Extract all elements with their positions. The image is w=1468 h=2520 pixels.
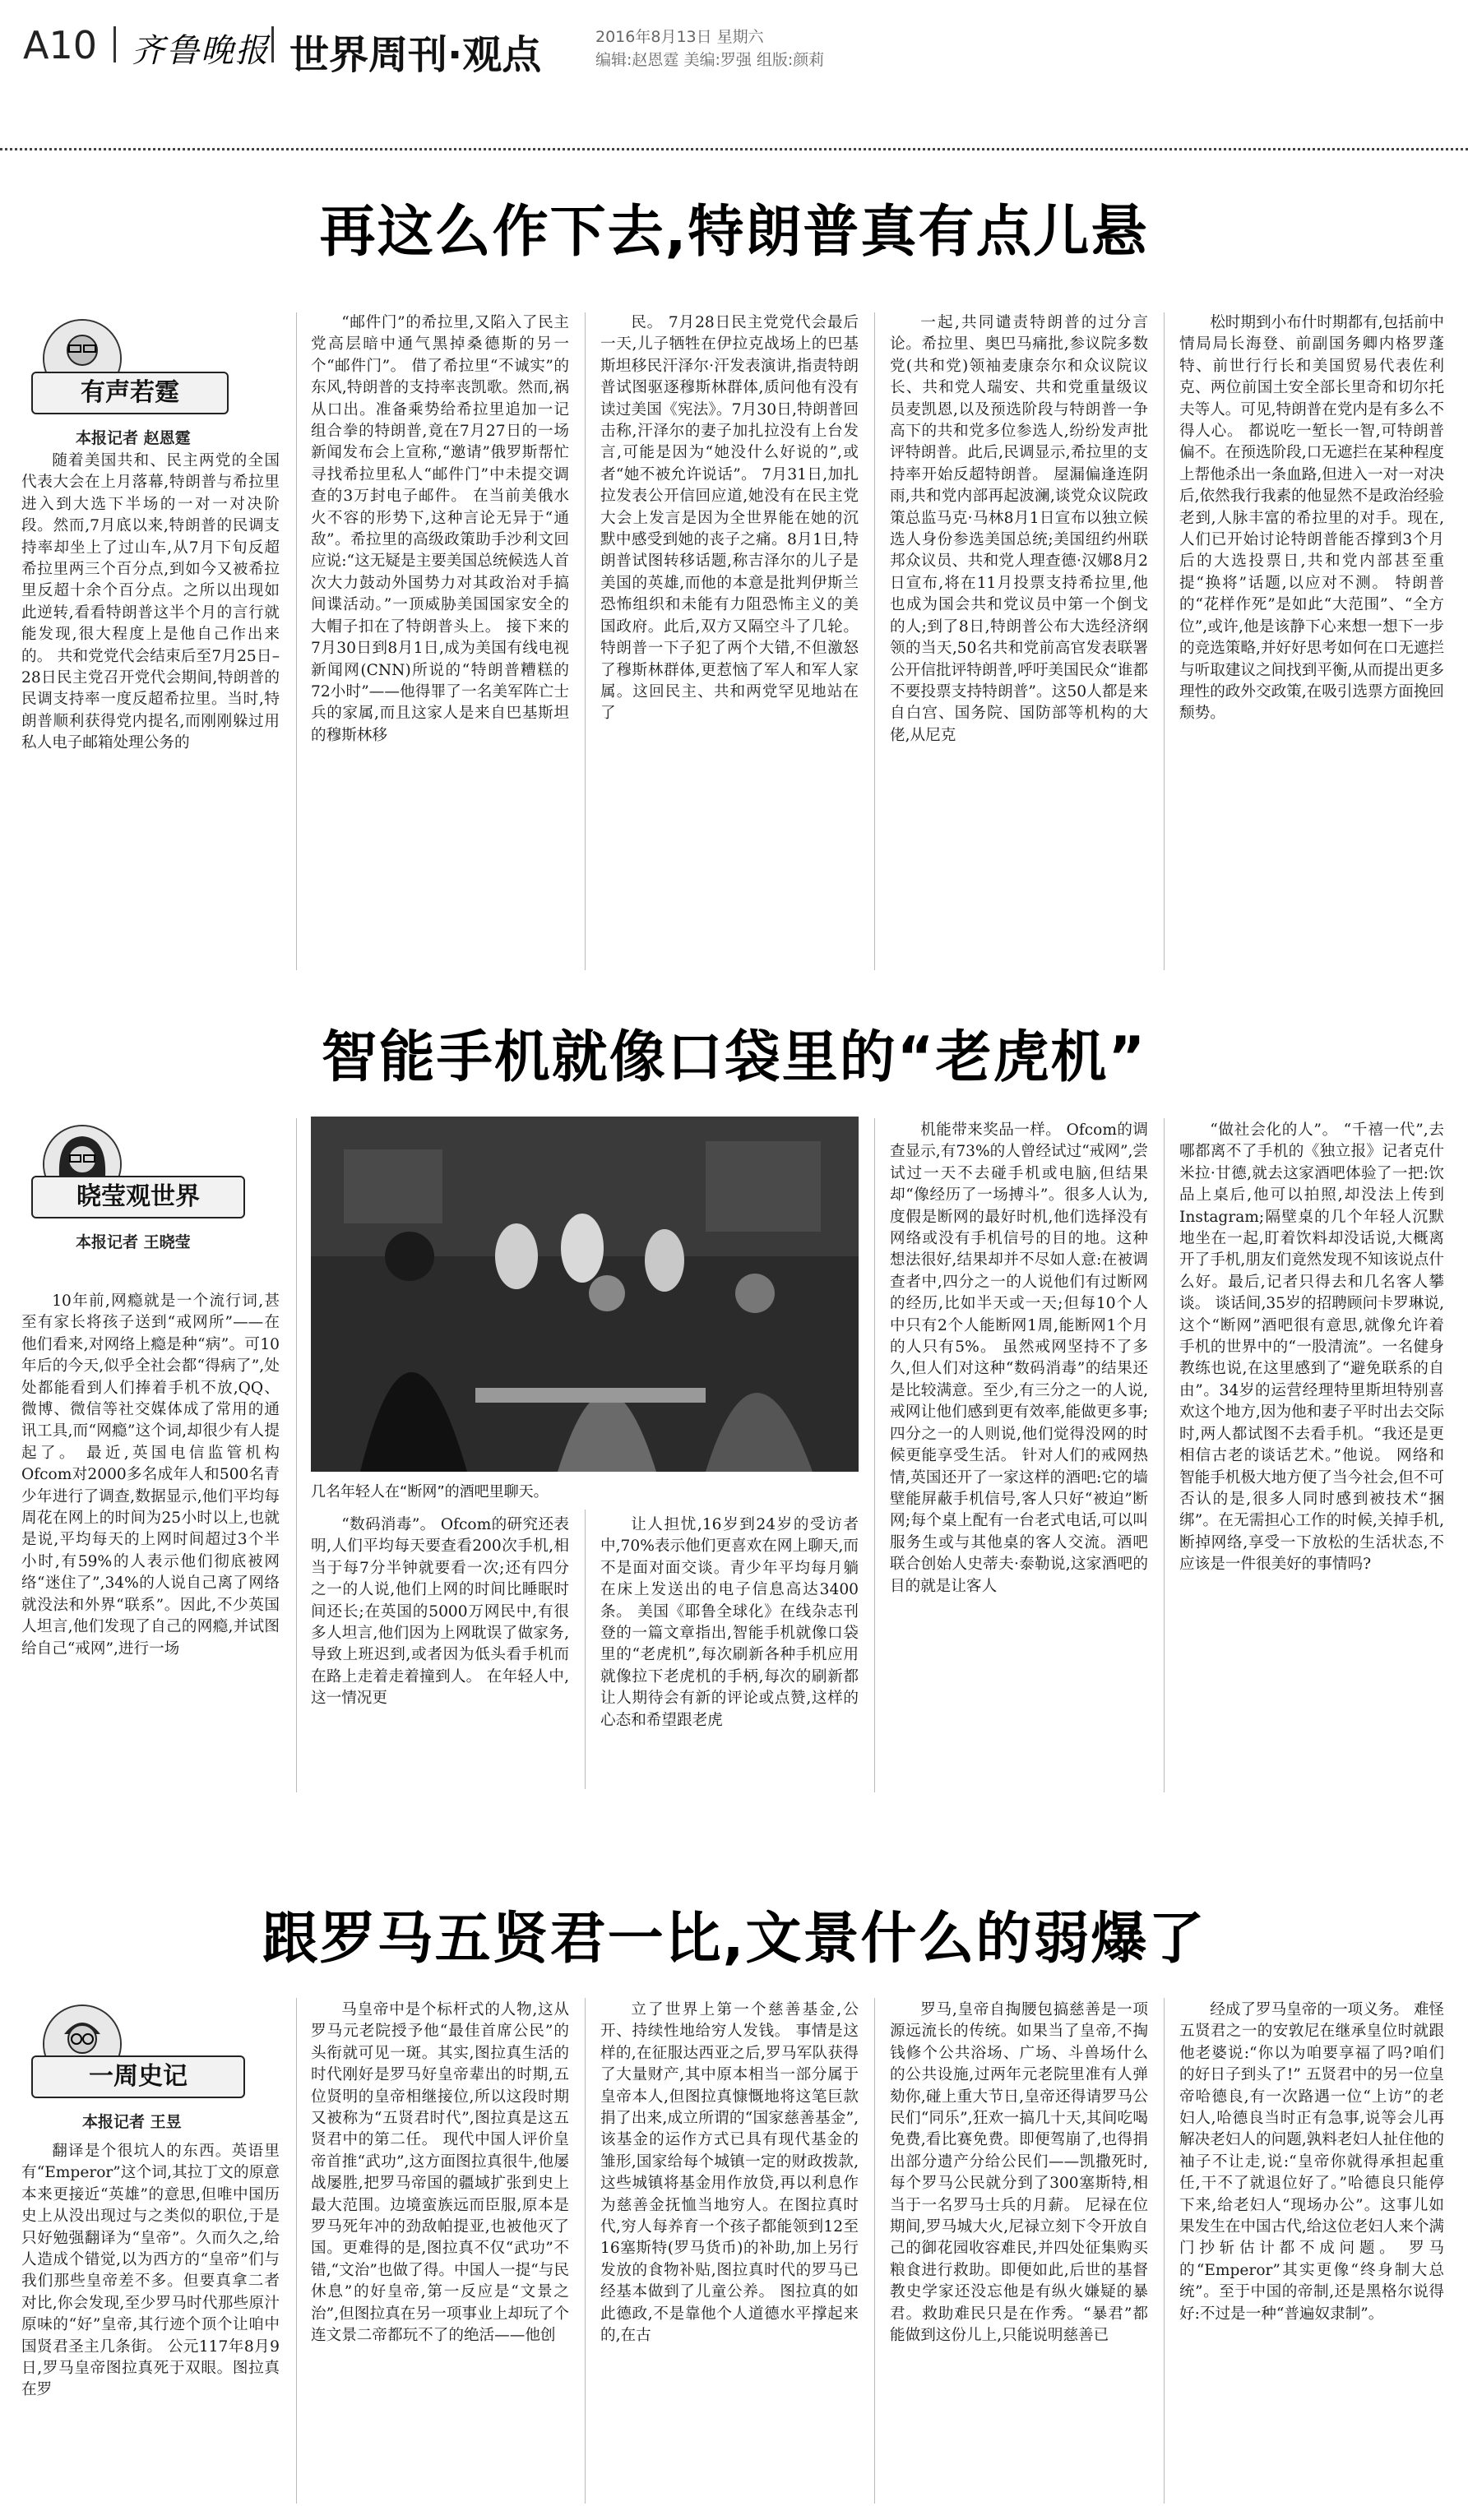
article2-col-4	[890, 1120, 1148, 1791]
masthead-divider	[271, 26, 274, 62]
column-rule	[585, 1998, 586, 2504]
editors-line: 编辑:赵恩霆 美编:罗强 组版:颜莉	[595, 51, 825, 69]
column-rule	[1164, 1998, 1165, 2504]
column-rule	[585, 1510, 586, 1789]
paragraph: 立了世界上第一个慈善基金,公开、持续性地给穷人发钱。 事情是这样的,在征服达西亚之后,罗马军队获得了大量财产,其中原本相当一部分属于皇帝本人,但图拉真慷慨地将这笔巨款捐了出来,成立所谓的“国家慈善基金”,该基金的运作方式已具有现代基金的雏形,国家给每个城镇一定的财政拨款,这些城镇将基金用作放贷,再以利息作为慈善金抚恤当地穷人。在图拉真时代,穷人每养育一个孩子都能领到12至16塞斯特(罗马货币)的补助,加上另行发放的食物补贴,图拉真时代的罗马已经基本做到了儿童公养。 图拉真的如此德政,不是靠他个人道德水平撑起来的,在古	[600, 2001, 859, 2345]
paragraph: 机能带来奖品一样。 Ofcom的调查显示,有73%的人曾经试过“戒网”,尝试过一天不去碰手机或电脑,但结果却“像经历了一场搏斗”。很多人认为,度假是断网的最好时机,他们选择没有网络或没有手机信号的目的地。这种想法很好,结果却并不尽如人意:在被调查者中,四分之一的人说他们有过断网的经历,比如半天或一天;但每10个人中只有2个人能断网1周,能断网1个月的人只有5%。 虽然戒网坚持不了多久,但人们对这种“数码消毒”的结果还是比较满意。至少,有三分之一的人说,戒网让他们感到更有效率,能做更多事;四分之一的人则说,他们觉得没网的时候更能享受生活。 针对人们的戒网热情,英国还开了一家这样的酒吧:它的墙壁能屏蔽手机信号,客人只好“被迫”断网;每个桌上配有一台老式电话,可以叫服务生或与其他桌的客人交流。酒吧联合创始人史蒂夫·泰勒说,这家酒吧的目的就是让客人	[890, 1121, 1148, 1595]
paragraph: 10年前,网瘾就是一个流行词,甚至有家长将孩子送到“戒网所”——在他们看来,对网络上瘾是种“病”。可10年后的今天,似乎全社会都“得病了”,处处都能看到人们捧着手机不放,QQ、微博、微信等社交媒体成了常用的通讯工具,而“网瘾”这个词,却很少有人提起了。 最近,英国电信监管机构Ofcom对2000多名成年人和500名青少年进行了调查,数据显示,他们平均每周花在网上的时间为25小时以上,也就是说,平均每天的上网时间超过3个半小时,有59%的人表示他们彻底被网络“迷住了”,34%的人说自己离了网络就没法和外界“联系”。因此,不少英国人坦言,他们发现了自己的网瘾,并试图给自己“戒网”,进行一场	[21, 1292, 280, 1658]
paragraph: 随着美国共和、民主两党的全国代表大会在上月落幕,特朗普与希拉里进入到大选下半场的一对一对决阶段。然而,7月底以来,特朗普的民调支持率却坐上了过山车,从7月下旬反超希拉里两三个百分点,到如今又被希拉里反超十余个百分点。之所以出现如此逆转,看看特朗普这半个月的言行就能发现,很大程度上是他自己作出来的。 共和党党代会结束后至7月25日–28日民主党召开党代会期间,特朗普的民调支持率一度反超希拉里。当时,特朗普顺利获得党内提名,而刚刚躲过用私人电子邮箱处理公务的	[21, 452, 280, 752]
headline-article2: 智能手机就像口袋里的“老虎机”	[321, 1025, 1147, 1090]
column-rule	[585, 312, 586, 970]
paragraph: “邮件门”的希拉里,又陷入了民主党高层暗中通气黑掉桑德斯的另一个“邮件门”。 借了希拉里“不诚实”的东风,特朗普的支持率丧凯歌。然而,祸从口出。准备乘势给希拉里追加一记组合拳的特朗普,竟在7月27日的一场新闻发布会上宣称,“邀请”俄罗斯帮忙寻找希拉里私人“邮件门”中未提交调查的3万封电子邮件。 在当前美俄水火不容的形势下,这种言论无异于“通敌”。希拉里的高级政策助手沙利文回应说:“这无疑是主要美国总统候选人首次大力鼓动外国势力对其政治对手搞间谍活动。”一顶威胁美国国家安全的大帽子扣在了特朗普头上。 接下来的7月30日到8月1日,成为美国有线电视新闻网(CNN)所说的“特朗普糟糕的72小时”——他得罪了一名美军阵亡士兵的家属,而且这家人是来自巴基斯坦的穆斯林移	[311, 314, 569, 744]
column-rule	[874, 1118, 875, 1792]
paragraph: 翻译是个很坑人的东西。英语里有“Emperor”这个词,其拉丁文的原意本来更接近“英雄”的意思,但唯中国历史上从没出现过与之类似的职位,于是只好勉强翻译为“皇帝”。久而久之,给人造成个错觉,以为西方的“皇帝”们与我们那些皇帝差不多。但要真拿二者对比,你会发现,至少罗马时代那些原汁原味的“好”皇帝,其行迹个顶个让咱中国贤君圣主几条街。 公元117年8月9日,罗马皇帝图拉真死于双眼。图拉真在罗	[21, 2143, 280, 2399]
paragraph: 马皇帝中是个标杆式的人物,这从罗马元老院授予他“最佳首席公民”的头衔就可见一斑。其实,图拉真生活的时代刚好是罗马好皇帝辈出的时期,五位贤明的皇帝相继接位,所以这段时期又被称为“五贤君时代”,图拉真是这五贤君中的第二任。 现代中国人评价皇帝首推“武功”,这方面图拉真很牛,他屡战屡胜,把罗马帝国的疆域扩张到史上最大范围。边境蛮族远而臣服,原本是罗马死年冲的劲敌帕提亚,也被他灭了国。更难得的是,图拉真不仅“武功”不错,“文治”也做了得。中国人一提“与民休息”的好皇帝,第一反应是“文景之治”,但图拉真在另一项事业上却玩了个连文景二帝都玩不了的绝活——他创	[311, 2001, 569, 2345]
column-rule	[1164, 312, 1165, 970]
paragraph: 松时期到小布什时期都有,包括前中情局局长海登、前副国务卿内格罗蓬特、前世行行长和美国贸易代表佐利克、两位前国土安全部长里奇和切尔托夫等人。可见,特朗普在党内是有多么不得人心。 都说吃一堑长一智,可特朗普偏不。在预选阶段,口无遮拦在某种程度上帮他杀出一条血路,但进入一对一对决后,依然我行我素的他显然不是政治经验老到,人脉丰富的希拉里的对手。现在,人们已开始讨论特朗普能否撑到3个月后的大选投票日,共和党内部甚至重提“换将”话题,以应对不测。 特朗普的“花样作死”是如此“大范围”、“全方位”,或许,他是该静下心来想一想下一步的竞选策略,并好好思考如何在口无遮拦与听取建议之间找到平衡,从而提出更多理性的政外交政策,在吸引选票方面挽回颓势。	[1179, 314, 1444, 723]
column-name-badge: 有声若霆	[31, 372, 229, 414]
article2-col-1	[21, 1291, 280, 1801]
article1-col-1	[21, 451, 280, 977]
paragraph: 经成了罗马皇帝的一项义务。 难怪五贤君之一的安敦尼在继承皇位时就跟他老婆说:“你以为咱要享福了吗?咱们的好日子到头了!” 五贤君中的另一位皇帝哈德良,有一次路遇一位“上访”的老妇人,哈德良当时正有急事,说等会儿再解决老妇人的问题,孰料老妇人扯住他的袖子不让走,说:“皇帝你就得承担起重任,干不了就退位好了。”哈德良只能停下来,给老妇人“现场办公”。这事儿如果发生在中国古代,给这位老妇人来个满门抄斩估计都不成问题。 罗马的“Emperor”其实更像“终身制大总统”。至于中国的帝制,还是黑格尔说得好:不过是一种“普遍奴隶制”。	[1179, 2001, 1444, 2323]
paragraph: “做社会化的人”。 “千禧一代”,去哪都离不了手机的《独立报》记者克什米拉·甘德,就去这家酒吧体验了一把:饮品上桌后,他可以拍照,却没法上传到Instagram;隔壁桌的几个年轻人沉默地坐在一起,盯着饮料却没话说,大概离开了手机,朋友们竟然发现不知该说点什么好。最后,记者只得去和几名客人攀谈。 谈话间,35岁的招聘顾问卡罗琳说,这个“断网”酒吧很有意思,就像允许着手机的世界中的“一股清流”。一名健身教练也说,在这里感到了“避免联系的自由”。34岁的运营经理特里斯坦特别喜欢这个地方,因为他和妻子平时出去交际时,两人都试图不去看手机。“我还是更相信古老的谈话艺术。”他说。 网络和智能手机极大地方便了当今社会,但不可否认的是,很多人同时感到被技术“捆绑”。在无需担心工作的时候,关掉手机,断掉网络,享受一下放松的生活状态,不应该是一件很美好的事情吗?	[1179, 1121, 1444, 1574]
column-rule	[296, 312, 297, 970]
bar-photo	[311, 1117, 859, 1472]
article1-col-5	[1179, 312, 1444, 977]
column-rule	[296, 1118, 297, 1792]
page-number: A10	[23, 23, 98, 67]
article3-col-3	[600, 2000, 859, 2507]
column-name-badge: 晓莹观世界	[31, 1176, 245, 1218]
article2-col-5	[1179, 1120, 1444, 1791]
article3-col-4	[890, 2000, 1148, 2507]
column-rule	[296, 1998, 297, 2504]
article2-col-2	[311, 1514, 569, 1791]
headline-article1: 再这么作下去,特朗普真有点儿悬	[319, 200, 1149, 265]
column-rule	[874, 312, 875, 970]
article1-col-2	[311, 312, 569, 977]
article3-col-1	[21, 2141, 280, 2507]
paragraph: 罗马,皇帝自掏腰包搞慈善是一项源远流长的传统。如果当了皇帝,不掏钱修个公共浴场、广场、斗兽场什么的公共设施,过两年元老院里准有人弹劾你,碰上重大节日,皇帝还得请罗马公民们“同乐”,狂欢一搞几十天,其间吃喝免费,看比赛免费。即便驾崩了,也得捐出部分遗产分给公民们——凯撒死时,每个罗马公民就分到了300塞斯特,相当于一名罗马士兵的月薪。 尼禄在位期间,罗马城大火,尼禄立刻下令开放自己的御花园收容难民,并四处征集购买粮食进行救助。即便如此,后世的基督教史学家还没忘他是有纵火嫌疑的暴君。救助难民只是在作秀。“暴君”都能做到这份儿上,只能说明慈善已	[890, 2001, 1148, 2345]
masthead-rule	[0, 148, 1468, 150]
byline: 本报记者 赵恩霆	[76, 429, 191, 447]
column-rule	[874, 1998, 875, 2504]
masthead-divider	[113, 26, 116, 62]
paper-logo: 齐鲁晚报	[132, 32, 270, 70]
article3-col-5	[1179, 2000, 1444, 2507]
article1-col-3	[600, 312, 859, 977]
photo-caption: 几名年轻人在“断网”的酒吧里聊天。	[311, 1483, 549, 1500]
article2-col-3	[600, 1514, 859, 1791]
column-rule	[1164, 1118, 1165, 1792]
headline-article3: 跟罗马五贤君一比,文景什么的弱爆了	[262, 1907, 1206, 1972]
masthead	[0, 0, 1468, 82]
paragraph: “数码消毒”。 Ofcom的研究还表明,人们平均每天要查看200次手机,相当于每7分半钟就要看一次;还有四分之一的人说,他们上网的时间比睡眠时间还长;在英国的5000万网民中,有很多人坦言,他们因为上网耽误了做家务,导致上班迟到,或者因为低头看手机而在路上走着走着撞到人。 在年轻人中,这一情况更	[311, 1516, 569, 1708]
paragraph: 民。 7月28日民主党党代会最后一天,儿子牺牲在伊拉克战场上的巴基斯坦移民汗泽尔·汗发表演讲,指责特朗普试图驱逐穆斯林群体,质问他有没有读过美国《宪法》。7月30日,特朗普回击称,汗泽尔的妻子加扎拉没有上台发言,可能是因为“她没什么好说的”,或者“她不被允许说话”。 7月31日,加扎拉发表公开信回应道,她没有在民主党大会上发言是因为全世界能在她的沉默中感受到她的丧子之痛。8月1日,特朗普试图转移话题,称吉泽尔的儿子是美国的英雄,而他的本意是批判伊斯兰恐怖组织和未能有力阻恐怖主义的美国政府。此后,双方又隔空斗了几轮。 特朗普一下子犯了两个大错,不但激怒了穆斯林群体,更惹恼了军人和军人家属。这回民主、共和两党罕见地站在了	[600, 314, 859, 723]
column-name-badge: 一周史记	[31, 2055, 245, 2098]
paragraph: 让人担忧,16岁到24岁的受访者中,70%表示他们更喜欢在网上聊天,而不是面对面交谈。青少年平均每月躺在床上发送出的电子信息高达3400条。 美国《耶鲁全球化》在线杂志刊登的一篇文章指出,智能手机就像口袋里的“老虎机”,每次刷新各种手机应用就像拉下老虎机的手柄,每次的刷新都让人期待会有新的评论或点赞,这样的心态和希望跟老虎	[600, 1516, 859, 1729]
article1-col-4	[890, 312, 1148, 977]
section-title: 世界周刊·观点	[289, 32, 542, 78]
paragraph: 一起,共同谴责特朗普的过分言论。希拉里、奥巴马痛批,参议院多数党(共和党)领袖麦康奈尔和众议院议长、共和党人瑞安、共和党重量级议员麦凯恩,以及预选阶段与特朗普一争高下的共和党多位参选人,纷纷发声批评特朗普。此后,民调显示,希拉里的支持率开始反超特朗普。 屋漏偏逢连阴雨,共和党内部再起波澜,谈党众议院政策总监马克·马林8月1日宣布以独立候选人身份参选美国总统;美国纽约州联邦众议员、共和党人理查德·汉娜8月2日宣布,将在11月投票支持希拉里,他也成为国会共和党议员中第一个倒戈的人;到了8日,特朗普公布大选经济纲领的当天,50名共和党前高官发表联署公开信批评特朗普,呼吁美国民众“谁都不要投票支持特朗普”。这50人都是来自白宫、国务院、国防部等机构的大佬,从尼克	[890, 314, 1148, 744]
dateline: 2016年8月13日 星期六	[595, 28, 764, 46]
byline: 本报记者 王昱	[82, 2113, 182, 2131]
article3-col-2	[311, 2000, 569, 2507]
photo-illustration-icon	[311, 1117, 859, 1472]
byline: 本报记者 王晓莹	[76, 1233, 191, 1251]
